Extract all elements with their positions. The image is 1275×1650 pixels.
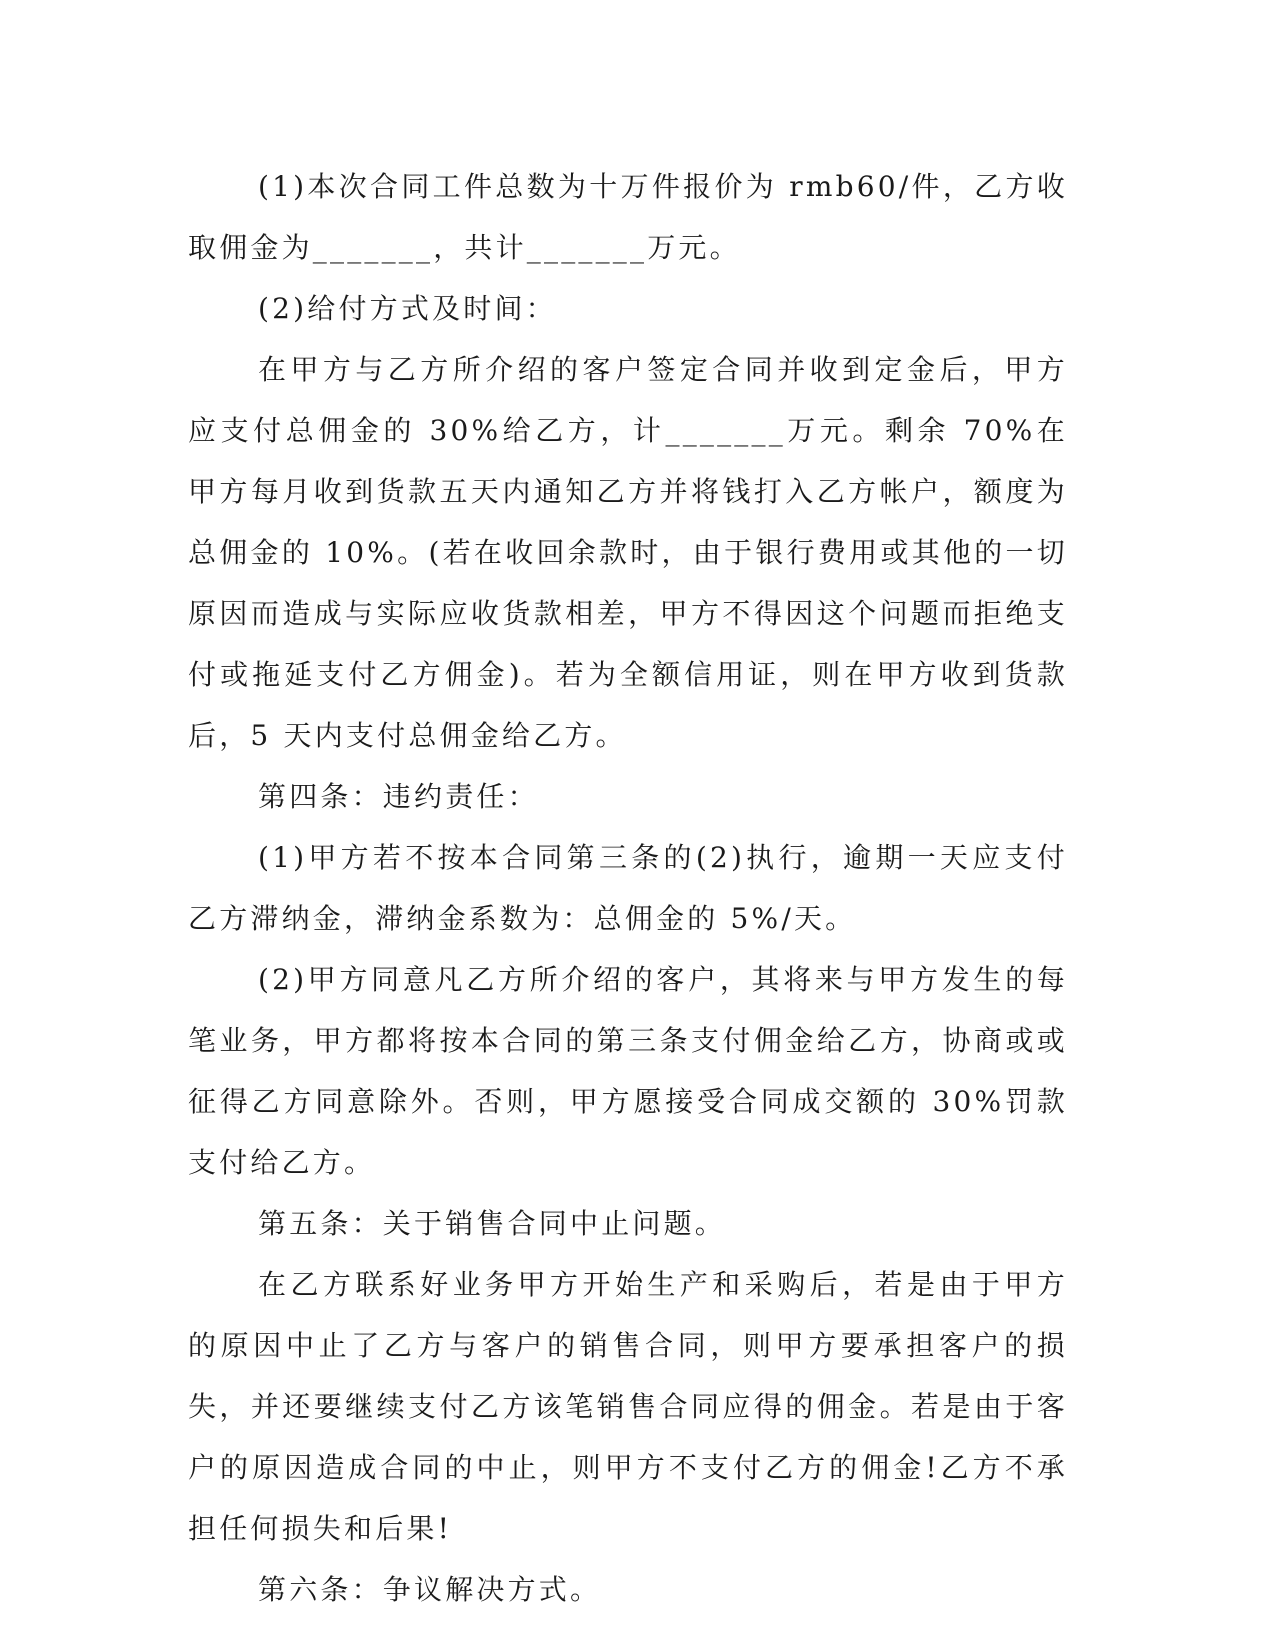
document-body [188, 156, 1068, 1620]
article-five-heading: 第五条：关于销售合同中止问题。 [258, 1207, 727, 1240]
contract-termination-paragraph: 在乙方联系好业务甲方开始生产和采购后，若是由于甲方的原因中止了乙方与客户的销售合同，则甲方要承担客户的损失，并还要继续支付乙方该笔销售合同应得的佣金。若是由于客户的原因造成合同的中止，则甲方不支付乙方的佣金!乙方不承担任何损失和后果! [188, 1268, 1068, 1545]
payment-method-heading: (2)给付方式及时间： [258, 292, 557, 325]
late-fee-paragraph: (1)甲方若不按本合同第三条的(2)执行，逾期一天应支付乙方滞纳金，滞纳金系数为：总佣金的 5%/天。 [188, 841, 1068, 935]
article-four-heading: 第四条：违约责任： [258, 780, 539, 813]
future-business-paragraph: (2)甲方同意凡乙方所介绍的客户，其将来与甲方发生的每笔业务，甲方都将按本合同的第三条支付佣金给乙方，协商或或征得乙方同意除外。否则，甲方愿接受合同成交额的 30%罚款支付给乙方。 [188, 963, 1068, 1179]
payment-terms-paragraph: 在甲方与乙方所介绍的客户签定合同并收到定金后，甲方应支付总佣金的 30%给乙方，计_______万元。剩余 70%在甲方每月收到货款五天内通知乙方并将钱打入乙方帐户，额度为总佣金的 10%。(若在收回余款时，由于银行费用或其他的一切原因而造成与实际应收货款相差，甲方不得因这个问题而拒绝支付或拖延支付乙方佣金)。若为全额信用证，则在甲方收到货款后，5 天内支付总佣金给乙方。 [188, 353, 1068, 752]
commission-amount-paragraph: (1)本次合同工件总数为十万件报价为 rmb60/件，乙方收取佣金为_______，共计_______万元。 [188, 170, 1068, 264]
article-six-heading: 第六条：争议解决方式。 [258, 1573, 602, 1606]
